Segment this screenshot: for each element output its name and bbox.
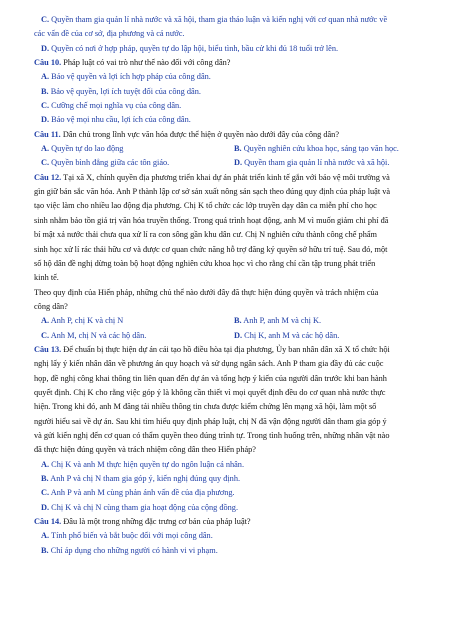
- question-12-prompt-1: Theo quy định của Hiến pháp, những chủ thể nào dưới đây đã thực hiện đúng quyền và trách nhiệm của: [34, 287, 379, 297]
- question-13-line-3: họp, đề nghị công khai thông tin liên quan đến dự án và tổng hợp ý kiến của người dân trước khi ban hành: [34, 373, 387, 383]
- question-12-line-6: sinh học xử lí rác thải hữu cơ và được cơ quan chức năng hỗ trợ đăng ký quyền sở hữu trí tuệ. Sau đó, một: [34, 244, 388, 254]
- q11-options-row-2: [34, 156, 425, 170]
- q12-option-c: C. Anh M, chị N và các hộ dân.: [41, 330, 147, 340]
- question-13-line-8: đã thực hiện đúng quyền và trách nhiệm công dân theo Hiến pháp?: [34, 445, 256, 455]
- exam-page: [34, 13, 425, 558]
- q11-option-d: D. Quyền tham gia quản lí nhà nước và xã hội.: [234, 158, 390, 168]
- q11-option-a: A. Quyền tự do lao động: [41, 144, 124, 154]
- question-11: Câu 11. Dân chủ trong lĩnh vực văn hóa được thể hiện ở quyền nào dưới đây của công dân?: [34, 129, 339, 139]
- question-12-line-8: kinh tế.: [34, 273, 59, 283]
- question-12-line-7: số hộ dân đề nghị dừng toàn bộ hoạt động nghiên cứu khoa học vì cho rằng chỉ cần tập trung phát triển: [34, 258, 376, 268]
- question-14: Câu 14. Đâu là một trong những đặc trưng cơ bản của pháp luật?: [34, 517, 251, 527]
- q14-option-a: A. Tính phổ biến và bắt buộc đối với mọi công dân.: [41, 531, 213, 541]
- q12-options-row-2: [34, 329, 425, 343]
- q10-option-c: C. Cưỡng chế mọi nghĩa vụ của công dân.: [41, 101, 182, 111]
- question-13-line-4: quyết định. Chị K cho rằng việc góp ý là không cần thiết vì mọi quyết định đều do cơ quan nhà nước thực: [34, 387, 386, 397]
- question-12-line-5: bí mật xả nước thải chưa qua xử lí ra con sông gần khu dân cư. Chị N nghiên cứu thành công chế phẩm: [34, 230, 377, 240]
- q12-options-row-1: [34, 314, 425, 328]
- question-12-line-2: gìn giữ bản sắc văn hóa. Anh P thành lập cơ sở sản xuất nông sản sạch theo đúng quy định của pháp luật và: [34, 187, 391, 197]
- question-12-line-3: tạo việc làm cho nhiều lao động địa phương. Chị K tổ chức các lớp truyền dạy dân ca miễn phí cho học: [34, 201, 377, 211]
- option-c-prev-cont: các vấn đề của cơ sở, địa phương và cả nước.: [34, 29, 185, 39]
- q13-option-a: A. Chị K và anh M thực hiện quyền tự do ngôn luận cá nhân.: [41, 459, 245, 469]
- q13-option-d: D. Chị K và chị N cùng tham gia hoạt động của cộng đồng.: [41, 502, 239, 512]
- q10-option-d: D. Bảo vệ mọi nhu cầu, lợi ích của công dân.: [41, 115, 191, 125]
- question-13-line-1: Câu 13. Để chuẩn bị thực hiện dự án cải tạo hồ điều hòa tại địa phương, Ủy ban nhân dân xã X tổ chức hội: [34, 344, 390, 354]
- q14-option-b: B. Chỉ áp dụng cho những người có hành vi vi phạm.: [41, 545, 218, 555]
- q11-options-row-1: [34, 142, 425, 156]
- question-13-line-6: người hiểu sai về dự án. Sau khi tìm hiểu quy định pháp luật, chị N đã vận động người dân tham gia góp ý: [34, 416, 387, 426]
- question-12-line-4: sinh nhằm bảo tồn giá trị văn hóa truyền thống. Trong quá trình hoạt động, anh M vì muốn giảm chi phí đã: [34, 215, 389, 225]
- option-d-prev: D. Quyền có nơi ở hợp pháp, quyền tự do lập hội, biểu tình, bầu cử khi đủ 18 tuổi trở lên.: [41, 43, 339, 53]
- question-13-line-5: hiện. Trong khi đó, anh M đăng tải nhiều thông tin chưa được kiểm chứng lên mạng xã hội, làm một số: [34, 402, 377, 412]
- option-c-prev: C. Quyền tham gia quản lí nhà nước và xã hội, tham gia thảo luận và kiến nghị với cơ quan nhà nước về: [41, 15, 388, 24]
- question-12-line-1: Câu 12. Tại xã X, chính quyền địa phương triển khai dự án phát triển kinh tế gắn với bảo vệ môi trường và: [34, 172, 390, 182]
- q13-option-c: C. Anh P và anh M cùng phản ánh vấn đề của địa phương.: [41, 488, 235, 498]
- question-13-line-2: nghị lấy ý kiến nhân dân về phương án quy hoạch và sử dụng ngân sách. Anh P tham gia đầy đủ các cuộc: [34, 359, 384, 369]
- q12-option-a: A. Anh P, chị K và chị N: [41, 316, 124, 326]
- q12-option-b: B. Anh P, anh M và chị K.: [234, 316, 322, 326]
- q13-option-b: B. Anh P và chị N tham gia góp ý, kiến nghị đúng quy định.: [41, 474, 241, 483]
- q11-option-b: B. Quyền nghiên cứu khoa học, sáng tạo văn học.: [234, 144, 399, 154]
- q10-option-a: A. Bảo vệ quyền và lợi ích hợp pháp của công dân.: [41, 72, 211, 82]
- q10-option-b: B. Bảo vệ quyền, lợi ích tuyệt đối của công dân.: [41, 86, 201, 96]
- q11-option-c: C. Quyền bình đẳng giữa các tôn giáo.: [41, 158, 170, 168]
- q12-option-d: D. Chị K, anh M và các hộ dân.: [234, 330, 340, 340]
- question-12-prompt-2: công dân?: [34, 301, 68, 311]
- question-13-line-7: và gửi kiến nghị đến cơ quan có thẩm quyền theo đúng trình tự. Trong tình huống trên, những nhân vật nào: [34, 430, 390, 440]
- question-10: Câu 10. Pháp luật có vai trò như thế nào đối với công dân?: [34, 58, 231, 68]
